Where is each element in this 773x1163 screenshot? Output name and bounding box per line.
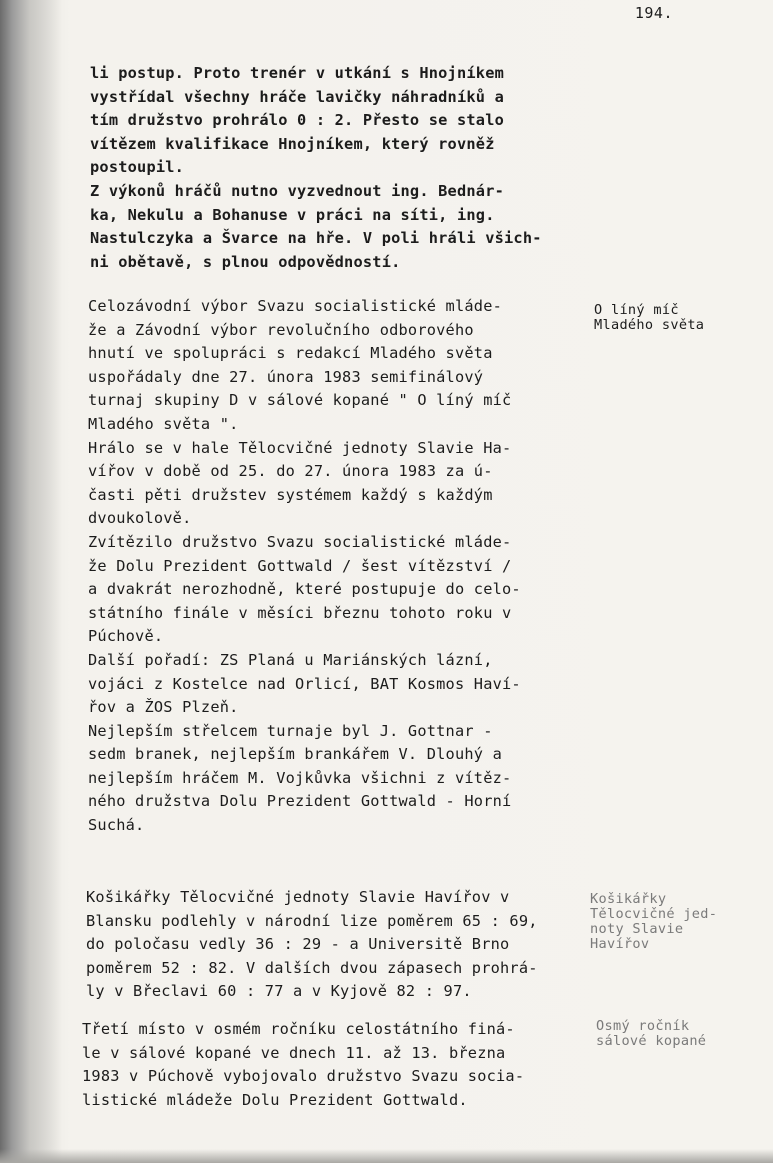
- text-line: listické mládeže Dolu Prezident Gottwald.: [82, 1090, 468, 1109]
- margin-note-line: O líný míč: [594, 302, 679, 318]
- text-line: řov a ŽOS Plzeň.: [88, 698, 239, 717]
- text-line: že Dolu Prezident Gottwald / šest vítězství /: [88, 556, 512, 575]
- text-line: Blansku podlehly v národní lize poměrem 65 : 69,: [86, 911, 538, 930]
- text-line: vítězem kvalifikace Hnojníkem, který rovněž: [90, 134, 495, 153]
- text-line: do poločasu vedly 36 : 29 - a Universitě Brno: [86, 935, 510, 954]
- text-line: Košikářky Tělocvičné jednoty Slavie Havířov v: [86, 888, 510, 906]
- text-line: ného družstva Dolu Prezident Gottwald - Horní: [88, 792, 512, 811]
- text-line: Púchově.: [88, 627, 164, 646]
- margin-note-2: [590, 892, 760, 952]
- page-number: 194.: [634, 4, 673, 22]
- text-line: li postup. Proto trenér v utkání s Hnojníkem: [90, 64, 505, 82]
- text-line: vojáci z Kostelce nad Orlicí, BAT Kosmos Haví-: [88, 674, 521, 693]
- text-line: dvoukolově.: [88, 509, 192, 528]
- text-line: Z výkonů hráčů nutno vyzvednout ing. Bednár-: [90, 181, 505, 200]
- text-line: Mladého světa ".: [88, 414, 239, 433]
- text-line: hnutí ve spolupráci s redakcí Mladého světa: [88, 344, 493, 363]
- margin-note-line: Košikářky: [590, 891, 667, 907]
- margin-note-line: sálové kopané: [596, 1033, 707, 1049]
- margin-note-line: noty Slavie: [590, 921, 684, 937]
- text-line: uspořádaly dne 27. února 1983 semifinálový: [88, 367, 484, 386]
- text-line: Třetí místo v osmém ročníku celostátního finá-: [82, 1020, 515, 1038]
- text-line: turnaj skupiny D v sálové kopané " O líný míč: [88, 391, 512, 410]
- page-bottom-edge: [0, 1149, 773, 1163]
- text-line: vystřídal všechny hráče lavičky náhradníků a: [90, 87, 505, 106]
- margin-note-line: Tělocvičné jed-: [590, 906, 718, 922]
- text-line: Zvítězilo družstvo Svazu socialistické mláde-: [88, 532, 512, 551]
- text-line: státního finále v měsíci březnu tohoto roku v: [88, 603, 512, 622]
- text-line: 1983 v Púchově vybojovalo družstvo Svazu socia-: [82, 1067, 525, 1086]
- text-line: ka, Nekulu a Bohanuse v práci na síti, ing.: [90, 205, 495, 224]
- paragraph-2: [88, 295, 521, 838]
- text-line: časti pěti družstev systémem každý s každým: [88, 485, 493, 504]
- margin-note-line: Mladého světa: [594, 317, 705, 333]
- text-line: le v sálové kopané ve dnech 11. až 13. března: [82, 1043, 506, 1062]
- margin-note-3: [596, 1019, 766, 1049]
- text-line: ly v Břeclavi 60 : 77 a v Kyjově 82 : 97.: [86, 982, 472, 1001]
- text-line: Další pořadí: ZS Planá u Mariánských lázní,: [88, 650, 493, 669]
- margin-note-line: Osmý ročník: [596, 1018, 690, 1034]
- text-line: tím družstvo prohrálo 0 : 2. Přesto se stalo: [90, 111, 505, 130]
- text-line: Suchá.: [88, 816, 145, 835]
- text-line: nejlepším hráčem M. Vojkůvka všichni z vítěz-: [88, 768, 512, 787]
- paragraph-3: [86, 886, 538, 1004]
- paragraph-4: [82, 1018, 524, 1112]
- text-line: poměrem 52 : 82. V dalších dvou zápasech prohrá-: [86, 958, 538, 977]
- text-line: sedm branek, nejlepším brankářem V. Dlouhý a: [88, 745, 503, 764]
- text-line: Nastulczyka a Švarce na hře. V poli hráli všich-: [90, 229, 542, 248]
- text-line: Nejlepším střelcem turnaje byl J. Gottnar -: [88, 721, 493, 740]
- text-line: vířov v době od 25. do 27. února 1983 za ú-: [88, 462, 493, 481]
- paragraph-1: [90, 62, 542, 274]
- text-line: postoupil.: [90, 158, 185, 177]
- text-line: že a Závodní výbor revolučního odborového: [88, 320, 474, 339]
- text-line: ni obětavě, s plnou odpovědností.: [90, 252, 401, 271]
- binding-shadow: [0, 0, 62, 1163]
- text-line: Celozávodní výbor Svazu socialistické mláde-: [88, 297, 503, 315]
- margin-note-line: Havířov: [590, 936, 650, 952]
- text-line: a dvakrát nerozhodně, které postupuje do celo-: [88, 580, 521, 599]
- margin-note-1: [594, 303, 764, 333]
- text-line: Hrálo se v hale Tělocvičné jednoty Slavie Ha-: [88, 438, 512, 457]
